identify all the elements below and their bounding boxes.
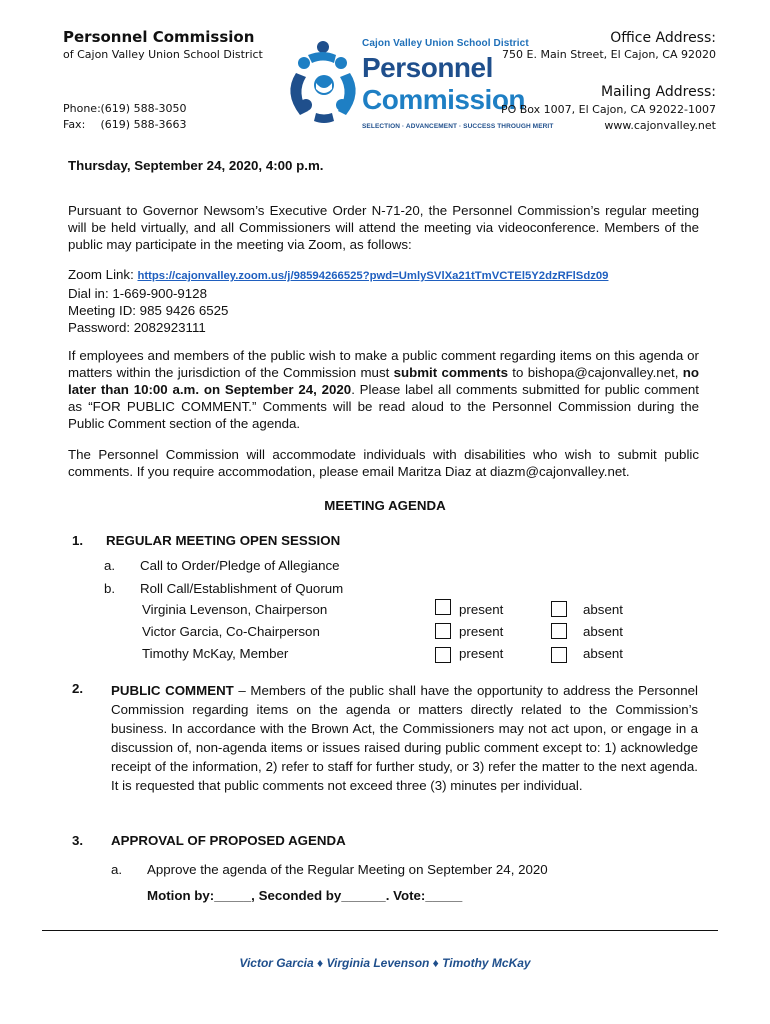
mailing-address-heading: Mailing Address: (600, 84, 716, 100)
public-comment-instructions (68, 347, 699, 432)
item-1b-letter: b. (104, 581, 116, 596)
footer-divider (42, 930, 718, 931)
org-subtitle: of Cajon Valley Union School District (63, 48, 263, 61)
mailing-address: PO Box 1007, El Cajon, CA 92022-1007 (500, 103, 716, 116)
zoom-link[interactable]: https://cajonvalley.zoom.us/j/98594266525?pwd=UmlySVlXa21tTmVCTEl5Y2dzRFlSdz09 (137, 270, 609, 282)
fax-line (63, 117, 187, 133)
item-3a-letter: a. (111, 862, 123, 877)
section-2-body (111, 681, 698, 795)
roll-call-name: Virginia Levenson, Chairperson (142, 602, 328, 617)
present-label: present (459, 602, 504, 617)
zoom-link-line (68, 266, 708, 285)
accommodation-paragraph: The Personnel Commission will accommodate individuals with disabilities who wish to submit public comments. If you require accommodation, please email Maritza Diaz at diazm@cajonvalley.net. (68, 447, 699, 479)
meeting-date: Thursday, September 24, 2020, 4:00 p.m. (68, 158, 324, 173)
absent-checkbox[interactable] (551, 647, 567, 663)
present-label: present (459, 624, 504, 639)
item-1a-letter: a. (104, 558, 116, 573)
footer-commissioners: Victor Garcia ♦ Virginia Levenson ♦ Timothy McKay (239, 956, 531, 970)
org-title: Personnel Commission (63, 28, 255, 46)
comment-bold-2: no later than 10:00 a.m. on September 24, 2020 (68, 365, 699, 397)
meeting-id: Meeting ID: 985 9426 6525 (68, 303, 229, 318)
absent-checkbox[interactable] (551, 601, 567, 617)
comment-text-1: If employees and members of the public wish to make a public comment regarding items on this agenda or matters within the jurisdiction of the Commission must (68, 348, 699, 380)
present-checkbox[interactable] (435, 647, 451, 663)
section-1-number: 1. (72, 533, 84, 548)
absent-label: absent (583, 646, 623, 661)
zoom-details (68, 266, 708, 336)
section-2-number: 2. (72, 681, 84, 696)
roll-call-name: Timothy McKay, Member (142, 646, 289, 661)
section-2-text: – Members of the public shall have the opportunity to address the Personnel Commission regarding items on the agenda or matters directly related to the Commission’s business. In accordance with the Brown Act, the Commissioners may not act upon, or engage in a discussion of, non-agenda items or issues raised during public comment except to: 1) acknowledge receipt of the information, 2) refer to staff for further study, or 3) refer the matter to the next agenda. It is requested that public comments not exceed three (3) minutes per individual. (111, 683, 698, 793)
section-3-title: APPROVAL OF PROPOSED AGENDA (111, 833, 346, 848)
fax-number: (619) 588-3663 (100, 118, 187, 131)
agenda-title: MEETING AGENDA (324, 498, 446, 513)
dial-in: Dial in: 1-669-900-9128 (68, 286, 207, 301)
logo-district-name: Cajon Valley Union School District (362, 38, 529, 49)
comment-text-2: to bishopa@cajonvalley.net, (508, 365, 683, 380)
phone-line (63, 101, 187, 117)
phone-number: (619) 588-3050 (100, 102, 187, 115)
item-3a-text: Approve the agenda of the Regular Meeting on September 24, 2020 (147, 862, 548, 877)
office-address-heading: Office Address: (610, 30, 716, 46)
office-address: 750 E. Main Street, El Cajon, CA 92020 (502, 48, 716, 61)
item-1a-text: Call to Order/Pledge of Allegiance (140, 558, 340, 573)
website: www.cajonvalley.net (604, 119, 716, 132)
fax-label: Fax: (63, 118, 86, 131)
intro-paragraph: Pursuant to Governor Newsom’s Executive Order N-71-20, the Personnel Commission’s regular meeting will be held virtually, and all Commissioners will attend the meeting via videoconference. Members of the public may participate in the meeting via Zoom, as follows: (68, 203, 699, 252)
item-1b-text: Roll Call/Establishment of Quorum (140, 581, 344, 596)
contact-numbers (63, 101, 187, 133)
present-label: present (459, 646, 504, 661)
phone-label: Phone: (63, 102, 101, 115)
section-3-number: 3. (72, 833, 84, 848)
absent-label: absent (583, 602, 623, 617)
absent-label: absent (583, 624, 623, 639)
logo-tagline: SELECTION · ADVANCEMENT · SUCCESS THROUGH MERIT (362, 123, 554, 130)
logo-word-personnel: Personnel (362, 52, 493, 83)
section-1-title: REGULAR MEETING OPEN SESSION (106, 533, 341, 548)
mailing-address-block (501, 102, 716, 134)
present-checkbox[interactable] (435, 623, 451, 639)
motion-line: Motion by:_____, Seconded by______. Vote:_____ (147, 888, 463, 903)
present-checkbox[interactable] (435, 599, 451, 615)
absent-checkbox[interactable] (551, 623, 567, 639)
comment-bold-1: submit comments (393, 365, 508, 380)
roll-call-name: Victor Garcia, Co-Chairperson (142, 624, 320, 639)
zoom-link-label: Zoom Link: (68, 267, 134, 282)
section-2-title: PUBLIC COMMENT (111, 683, 234, 698)
people-circle-icon (290, 41, 355, 123)
logo-word-commission: Commission (362, 84, 526, 115)
comment-text-3: . Please label all comments submitted for public comment as “FOR PUBLIC COMMENT.” Comments will be read aloud to the Personnel Commission during the Public Comment section of the agenda. (68, 382, 699, 431)
password: Password: 2082923111 (68, 320, 206, 335)
